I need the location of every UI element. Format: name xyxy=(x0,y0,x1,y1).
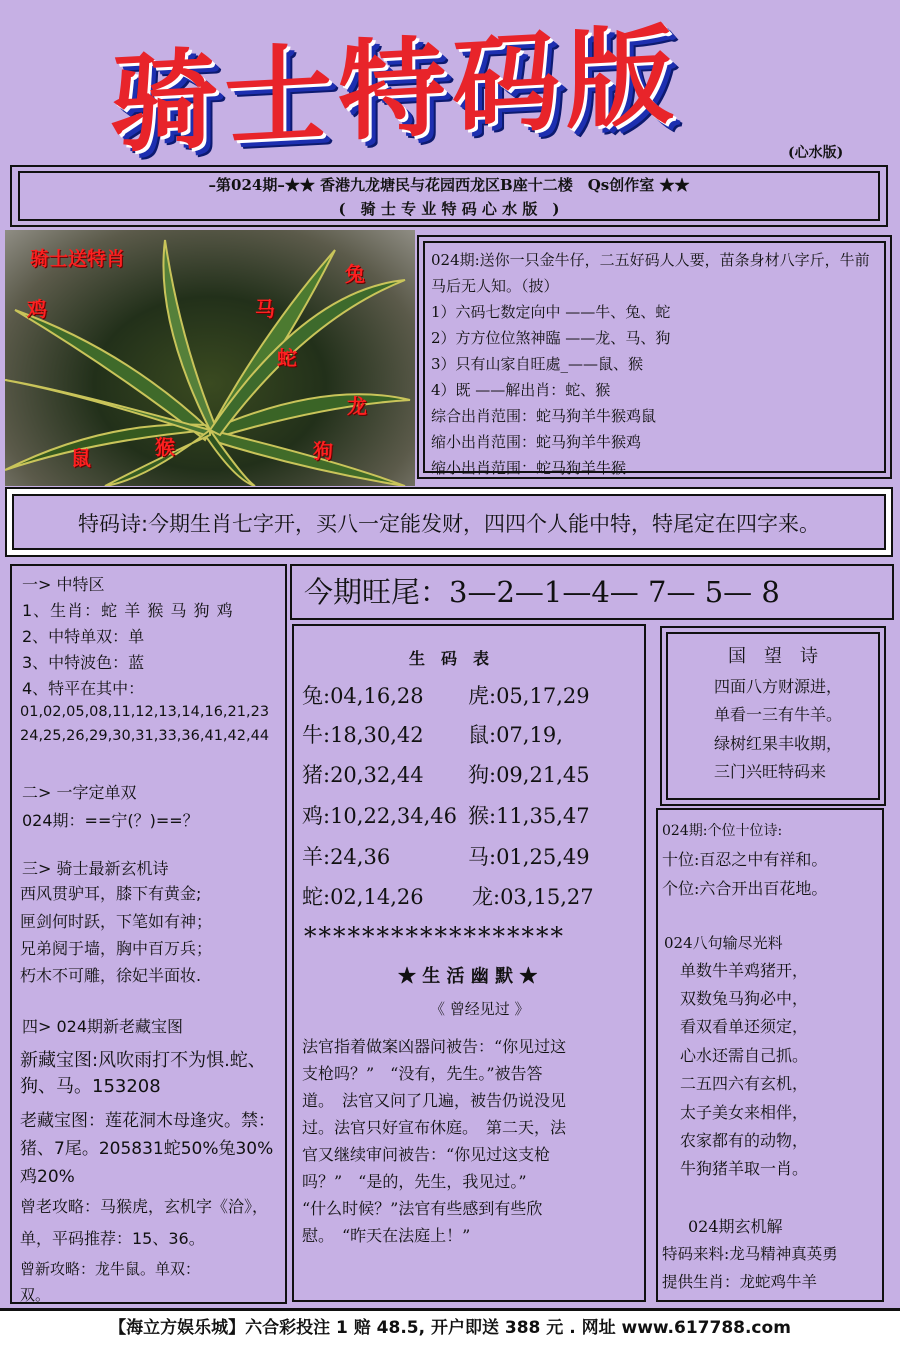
section3-title: 三> 骑士最新玄机诗 xyxy=(22,859,169,878)
new-treasure-map: 狗、马。153208 xyxy=(20,1076,161,1097)
old-treasure-map: 老藏宝图：莲花洞木母逢灾。禁： xyxy=(20,1111,275,1131)
story-line: 官又继续审问被告：“你见过这支枪 xyxy=(302,1145,551,1164)
left-column xyxy=(10,564,287,1304)
tips-range: 缩小出肖范围：蛇马狗羊牛猴 xyxy=(431,459,627,477)
zodiac-label-rooster: 鸡 xyxy=(27,297,47,321)
eight-line: 农家都有的动物， xyxy=(680,1131,809,1150)
section3-line: 兄弟阋于墙，胸中百万兵； xyxy=(20,939,213,958)
special-poem-box xyxy=(5,487,893,557)
code-row-left: 兔:04,16,28 xyxy=(302,684,424,708)
strategy-line: 曾新攻略：龙牛鼠。单双： xyxy=(20,1260,201,1278)
tips-range: 综合出肖范围：蛇马狗羊牛猴鸡鼠 xyxy=(431,407,657,425)
strategy-line: 曾老攻略：马猴虎，玄机字《洽》， xyxy=(20,1197,269,1216)
strategy-line: 单，平码推荐：15、36。 xyxy=(20,1229,205,1248)
section3-line: 匣剑何时跃，下笔如有神； xyxy=(20,912,213,931)
section3-line: 朽木不可雕，徐妃半面妆. xyxy=(20,966,202,985)
story-line: “什么时候？”法官有些感到有些欣 xyxy=(302,1199,543,1218)
xuanji-line: 特码来料:龙马精神真英勇 xyxy=(662,1245,838,1263)
tips-inner xyxy=(423,241,886,477)
eight-lines-title: 024八句输尽光料 xyxy=(664,934,783,952)
lucky-tail-banner: 今期旺尾：3—2—1—4— 7— 5— 8 xyxy=(290,564,894,620)
story-line: 过。法官只好宣布休庭。 第二天，法 xyxy=(302,1118,567,1137)
national-poem-line: 三门兴旺特码来 xyxy=(714,762,827,781)
zodiac-label-rat: 鼠 xyxy=(71,446,91,470)
story-title: 《 曾经见过 》 xyxy=(430,1000,530,1018)
edition-label: (心水版) xyxy=(788,145,844,161)
code-table-box xyxy=(292,624,646,1302)
eight-line: 牛狗猪羊取一肖。 xyxy=(680,1159,809,1178)
humor-title: ★ 生 活 幽 默 ★ xyxy=(398,966,538,987)
section1-line: 3、中特波色：蓝 xyxy=(22,653,145,672)
code-row-left: 鸡:10,22,34,46 xyxy=(302,804,457,828)
xuanji-title: 024期玄机解 xyxy=(688,1217,783,1236)
section1-line: 2、中特单双：单 xyxy=(22,627,145,646)
zodiac-label-rabbit: 兔 xyxy=(345,262,365,286)
eight-line: 看双看单还须定， xyxy=(680,1017,809,1036)
stars-divider: ****************** xyxy=(304,922,565,951)
code-row-right: 猴:11,35,47 xyxy=(468,804,590,828)
eight-line: 心水还需自己抓。 xyxy=(680,1046,809,1065)
tips-intro: 024期:送你一只金牛仔，二五好码人人要，苗条身材八字斤，牛前马后无人知。（披） xyxy=(431,251,870,295)
story-line: 道。 法官又问了几遍，被告仍说没见 xyxy=(302,1091,567,1110)
eight-line: 单数牛羊鸡猪开， xyxy=(680,961,809,980)
numbers-row-1: 01,02,05,08,11,12,13,14,16,21,23 xyxy=(20,704,270,720)
code-row-left: 牛:18,30,42 xyxy=(302,723,424,747)
national-poem-line: 四面八方财源进， xyxy=(714,677,843,696)
tips-box xyxy=(417,235,892,479)
code-row-left: 猪:20,32,44 xyxy=(302,763,424,787)
national-poem-title: 国 望 诗 xyxy=(728,646,818,667)
header-line-2: ( 骑 士 专 业 特 码 心 水 版 ) xyxy=(338,200,560,218)
code-row-right: 龙:03,15,27 xyxy=(472,885,594,909)
national-poem-line: 绿树红果丰收期， xyxy=(714,734,843,753)
story-line: 支枪吗？” “没有，先生。”被告答 xyxy=(302,1064,543,1083)
tips-range: 缩小出肖范围：蛇马狗羊牛猴鸡 xyxy=(431,433,642,451)
new-treasure-map: 新藏宝图:风吹雨打不为惧.蛇、 xyxy=(20,1050,266,1071)
zodiac-label-dog: 狗 xyxy=(313,439,333,463)
story-line: 吗？” “是的，先生，我见过。” xyxy=(302,1172,527,1191)
national-poem-inner xyxy=(666,632,880,800)
digit-poem-one: 个位:六合开出百花地。 xyxy=(662,879,828,898)
digit-poem-ten: 十位:百忍之中有祥和。 xyxy=(662,850,828,869)
section2-title: 二> 一字定单双 xyxy=(22,783,137,802)
story-line: 法官指着做案凶器问被告：“你见过这 xyxy=(302,1037,567,1056)
code-row-right: 马:01,25,49 xyxy=(468,845,590,869)
zodiac-label-horse: 马 xyxy=(255,297,275,321)
zodiac-label-dragon: 龙 xyxy=(347,394,367,418)
header-box xyxy=(10,165,888,227)
strategy-line: 双。 xyxy=(20,1286,51,1304)
old-treasure-map: 猪、7尾。205831蛇50%兔30% xyxy=(20,1139,274,1159)
xuanji-line: 提供生肖：龙蛇鸡牛羊 xyxy=(662,1273,818,1291)
section1-line: 4、特平在其中： xyxy=(22,679,145,698)
header-line-1: –第024期–★★ 香港九龙塘民与花园西龙区B座十二楼 Qs创作室 ★★ xyxy=(208,176,690,194)
old-treasure-map: 鸡20% xyxy=(20,1167,75,1187)
story-line: 慰。 “昨天在法庭上！” xyxy=(302,1226,471,1245)
code-row-right: 虎:05,17,29 xyxy=(468,684,590,708)
code-row-right: 鼠:07,19, xyxy=(468,723,563,747)
special-poem: 特码诗:今期生肖七字开，买八一定能发财，四四个人能中特，特尾定在四字来。 xyxy=(12,494,886,550)
code-row-left: 蛇:02,14,26 xyxy=(302,885,424,909)
national-poem-line: 单看一三有牛羊。 xyxy=(714,705,843,724)
digit-poem-title: 024期:个位十位诗: xyxy=(662,823,783,839)
tips-item: 1）六码七数定向中 ——牛、兔、蛇 xyxy=(431,303,671,321)
right-lower-box xyxy=(656,808,884,1302)
national-poem-box xyxy=(660,626,886,806)
section3-line: 西风贯驴耳，膝下有黄金; xyxy=(20,884,202,903)
section1-line: 1、生肖：蛇 羊 猴 马 狗 鸡 xyxy=(22,601,234,620)
code-row-right: 狗:09,21,45 xyxy=(468,763,590,787)
numbers-row-2: 24,25,26,29,30,31,33,36,41,42,44 xyxy=(20,728,270,744)
zodiac-label-snake: 蛇 xyxy=(277,346,297,370)
tips-item: 3）只有山家自旺處_——鼠、猴 xyxy=(431,355,644,373)
tips-item: 4）既 ——解出肖：蛇、猴 xyxy=(431,381,611,399)
code-row-left: 羊:24,36 xyxy=(302,845,391,869)
header-inner xyxy=(18,171,880,221)
page-title: 骑士特码版 xyxy=(110,13,681,169)
eight-line: 二五四六有玄机， xyxy=(680,1074,809,1093)
code-table-heading: 生 码 表 xyxy=(409,649,490,668)
section1-title: 一> 中特区 xyxy=(22,575,105,594)
tips-item: 2）方方位位煞神臨 ——龙、马、狗 xyxy=(431,329,671,347)
photo-caption: 骑士送特肖 xyxy=(30,248,126,270)
section4-title: 四> 024期新老藏宝图 xyxy=(22,1017,184,1036)
zodiac-label-monkey: 猴 xyxy=(155,435,175,459)
eight-line: 太子美女来相伴， xyxy=(680,1103,809,1122)
eight-line: 双数兔马狗必中， xyxy=(680,989,809,1008)
section2-line: 024期：==宁(？)==？ xyxy=(22,811,199,830)
footer-ad-banner[interactable]: 【海立方娱乐城】六合彩投注 1 赔 48.5, 开户即送 388 元 . 网址 www.617788.com xyxy=(0,1308,900,1347)
plant-photo xyxy=(5,230,415,486)
